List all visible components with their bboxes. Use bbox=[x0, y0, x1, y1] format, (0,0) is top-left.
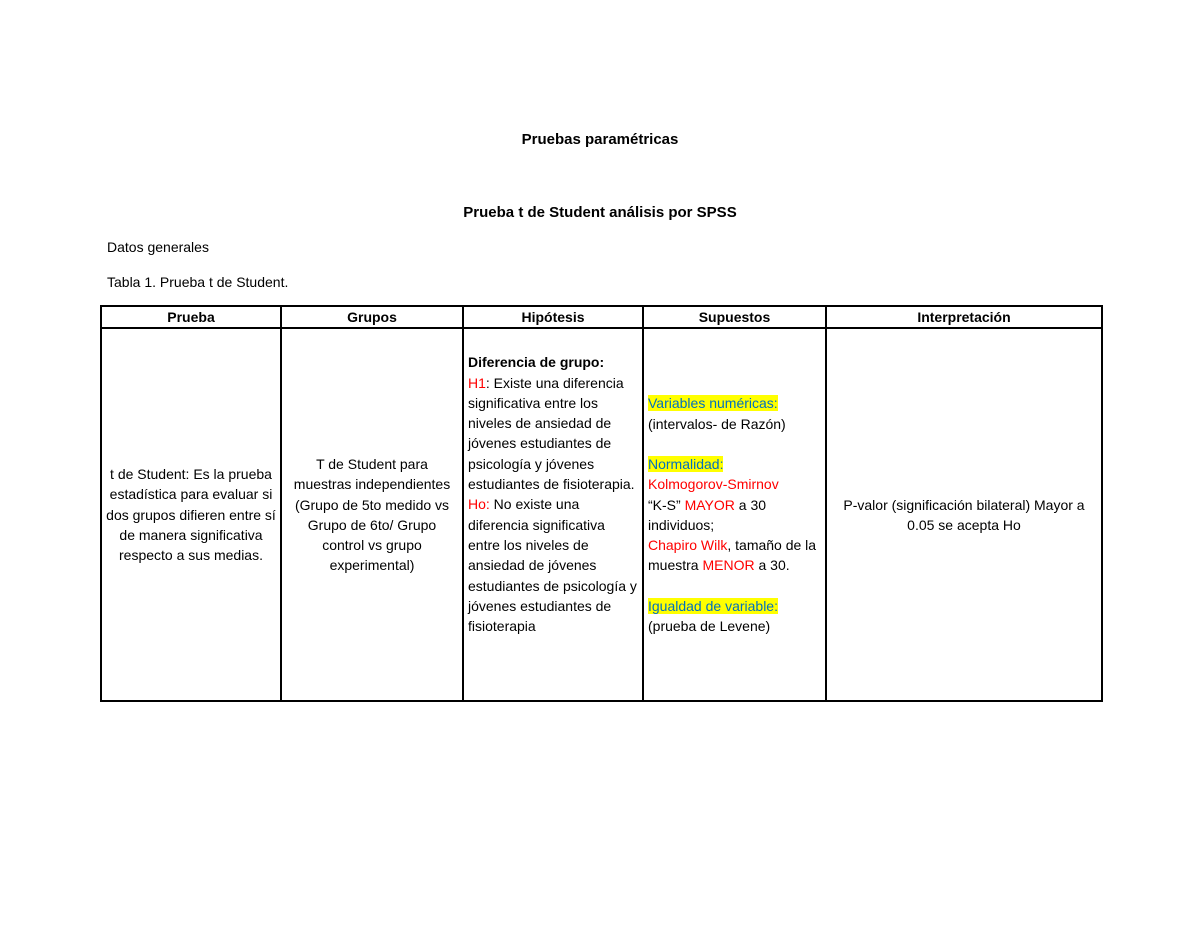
mayor-label: MAYOR bbox=[684, 496, 735, 513]
ks-name: Kolmogorov-Smirnov bbox=[648, 476, 779, 493]
cell-supuestos bbox=[643, 328, 826, 701]
cell-interpretacion: P-valor (significación bilateral) Mayor a 0.05 se acepta Ho bbox=[826, 328, 1102, 701]
cell-hipotesis bbox=[463, 328, 643, 701]
cell-grupos: T de Student para muestras independientes (Grupo de 5to medido vs Grupo de 6to/ Grupo control vs grupo experimental) bbox=[281, 328, 463, 701]
stats-table bbox=[100, 305, 1103, 702]
header-prueba: Prueba bbox=[101, 306, 281, 328]
table-caption: Tabla 1. Prueba t de Student. bbox=[107, 274, 289, 290]
document-title: Pruebas paramétricas bbox=[521, 131, 679, 148]
document-subtitle: Prueba t de Student análisis por SPSS bbox=[463, 204, 737, 221]
header-supuestos: Supuestos bbox=[643, 306, 826, 328]
ho-text: No existe una diferencia significativa entre los niveles de ansiedad de jóvenes estudiantes de psicología y jóvenes estudiantes de fisioterapia bbox=[468, 496, 637, 635]
sw-rest: a 30. bbox=[758, 557, 790, 574]
header-grupos: Grupos bbox=[281, 306, 463, 328]
normalidad-label: Normalidad: bbox=[648, 455, 724, 472]
hipotesis-heading: Diferencia de grupo: bbox=[468, 354, 605, 371]
igualdad-label: Igualdad de variable: bbox=[648, 597, 778, 614]
sw-name: Chapiro Wilk bbox=[648, 537, 728, 554]
ks-abbr: “K-S” bbox=[648, 496, 681, 513]
header-interpretacion: Interpretación bbox=[826, 306, 1102, 328]
h1-text: : Existe una diferencia significativa entre los niveles de ansiedad de jóvenes estudiantes de psicología y jóvenes estudiantes de fisioterapia. bbox=[468, 374, 635, 493]
h1-label: H1 bbox=[468, 374, 486, 391]
ho-label: Ho: bbox=[468, 496, 490, 513]
sw-text: , tamaño de la muestra bbox=[648, 537, 817, 574]
header-hipotesis: Hipótesis bbox=[463, 306, 643, 328]
table-row bbox=[101, 328, 1102, 701]
section-label: Datos generales bbox=[107, 239, 209, 255]
variables-text: (intervalos- de Razón) bbox=[648, 415, 786, 432]
menor-label: MENOR bbox=[702, 557, 755, 574]
igualdad-text: (prueba de Levene) bbox=[648, 617, 771, 634]
cell-prueba: t de Student: Es la prueba estadística para evaluar si dos grupos difieren entre sí de manera significativa respecto a sus medias. bbox=[101, 328, 281, 701]
variables-label: Variables numéricas: bbox=[648, 395, 778, 412]
header-row bbox=[101, 306, 1102, 328]
ks-rest: a 30 individuos; bbox=[648, 496, 767, 533]
